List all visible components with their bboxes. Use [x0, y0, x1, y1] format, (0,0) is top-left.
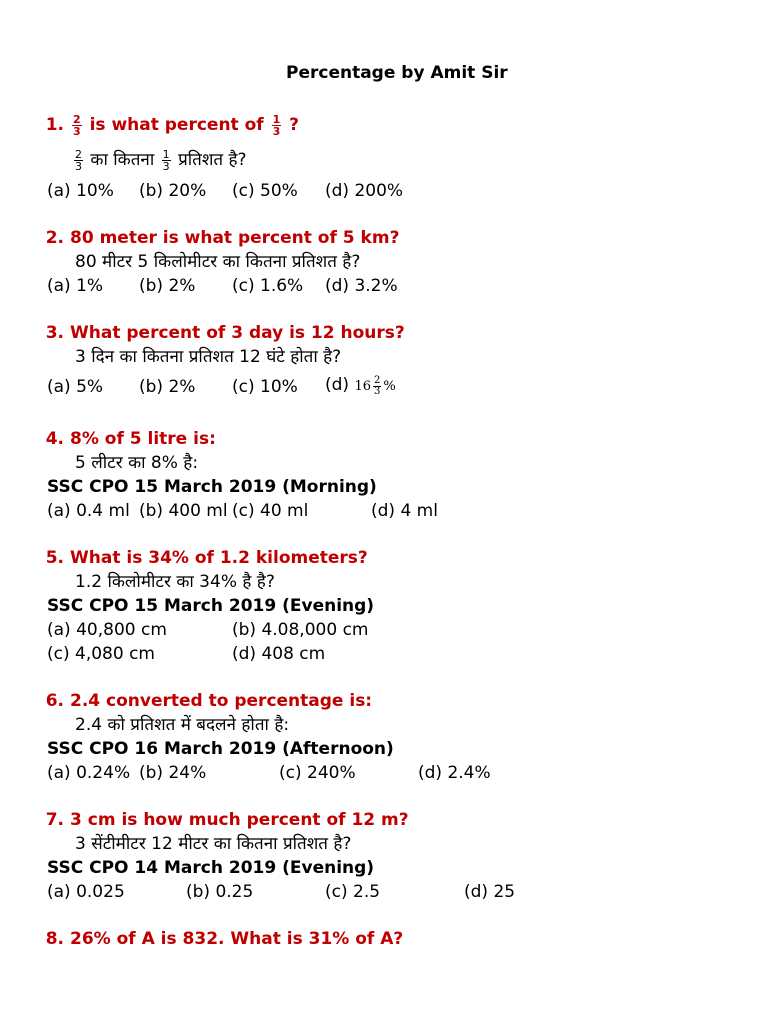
exam-source: SSC CPO 15 March 2019 (Evening)	[47, 596, 375, 616]
option-d: (d) 25	[464, 882, 516, 902]
option-c: (c) 4,080 cm	[47, 644, 155, 664]
option-b: (b) 0.25	[186, 882, 254, 902]
fraction: $\frac{1}{3}$	[162, 147, 170, 173]
question-number: 2.	[45, 228, 64, 248]
question-1-en: 1. $\frac{2}{3}$ is what percent of $\frac{1}{3}$ ?	[40, 112, 299, 138]
question-number: 4.	[45, 429, 64, 449]
question-number: 1.	[45, 115, 64, 135]
exam-source: SSC CPO 15 March 2019 (Morning)	[47, 477, 377, 497]
option-d: (d) 4 ml	[371, 501, 438, 521]
question-7-hi: 3 सेंटीमीटर 12 मीटर का कितना प्रतिशत है?	[75, 834, 352, 854]
fraction: $\frac{2}{3}$	[73, 112, 81, 138]
page-title: Percentage by Amit Sir	[286, 63, 508, 83]
question-number: 7.	[45, 810, 64, 830]
option-d: (d) 3.2%	[325, 276, 398, 296]
option-b: (b) 20%	[139, 181, 207, 201]
option-a: (a) 0.24%	[47, 763, 131, 783]
option-b: (b) 4.08,000 cm	[232, 620, 369, 640]
question-5-en: 5. What is 34% of 1.2 kilometers?	[40, 547, 368, 569]
fraction: $\frac{2}{3}$	[75, 147, 82, 173]
question-number: 8.	[45, 929, 64, 949]
question-6-en: 6. 2.4 converted to percentage is:	[40, 690, 372, 712]
option-b: (b) 24%	[139, 763, 207, 783]
option-d: (d) 200%	[325, 181, 404, 201]
option-a: (a) 1%	[47, 276, 104, 296]
option-d: (d) 16 $\frac{2}{3}$ %	[325, 375, 396, 397]
question-2-en: 2. 80 meter is what percent of 5 km?	[40, 227, 399, 249]
exam-source: SSC CPO 14 March 2019 (Evening)	[47, 858, 375, 878]
question-4-en: 4. 8% of 5 litre is:	[40, 428, 216, 450]
option-d: (d) 408 cm	[232, 644, 326, 664]
option-c: (c) 1.6%	[232, 276, 304, 296]
exam-source: SSC CPO 16 March 2019 (Afternoon)	[47, 739, 394, 759]
question-3-hi: 3 दिन का कितना प्रतिशत 12 घंटे होता है?	[75, 347, 342, 367]
question-3-en: 3. What percent of 3 day is 12 hours?	[40, 322, 405, 344]
option-b: (b) 2%	[139, 276, 196, 296]
fraction: $\frac{1}{3}$	[272, 112, 281, 138]
option-a: (a) 0.025	[47, 882, 125, 902]
option-c: (c) 2.5	[325, 882, 381, 902]
question-7-en: 7. 3 cm is how much percent of 12 m?	[40, 809, 409, 831]
option-a: (a) 0.4 ml	[47, 501, 130, 521]
question-5-hi: 1.2 किलोमीटर का 34% है है?	[75, 572, 275, 592]
option-c: (c) 10%	[232, 377, 298, 397]
option-a: (a) 40,800 cm	[47, 620, 167, 640]
mixed-fraction: 16 $\frac{2}{3}$ %	[354, 375, 396, 397]
option-b: (b) 400 ml	[139, 501, 228, 521]
option-c: (c) 50%	[232, 181, 298, 201]
question-6-hi: 2.4 को प्रतिशत में बदलने होता है:	[75, 715, 290, 735]
question-number: 5.	[45, 548, 64, 568]
question-number: 6.	[45, 691, 64, 711]
option-d: (d) 2.4%	[418, 763, 491, 783]
question-2-hi: 80 मीटर 5 किलोमीटर का कितना प्रतिशत है?	[75, 252, 361, 272]
option-c: (c) 40 ml	[232, 501, 309, 521]
question-4-hi: 5 लीटर का 8% है:	[75, 453, 199, 473]
question-1-hi: $\frac{2}{3}$ का कितना $\frac{1}{3}$ प्रतिशत है?	[75, 147, 247, 173]
option-b: (b) 2%	[139, 377, 196, 397]
option-c: (c) 240%	[279, 763, 356, 783]
option-a: (a) 10%	[47, 181, 114, 201]
question-number: 3.	[45, 323, 64, 343]
question-8-en: 8. 26% of A is 832. What is 31% of A?	[40, 928, 403, 950]
option-a: (a) 5%	[47, 377, 104, 397]
